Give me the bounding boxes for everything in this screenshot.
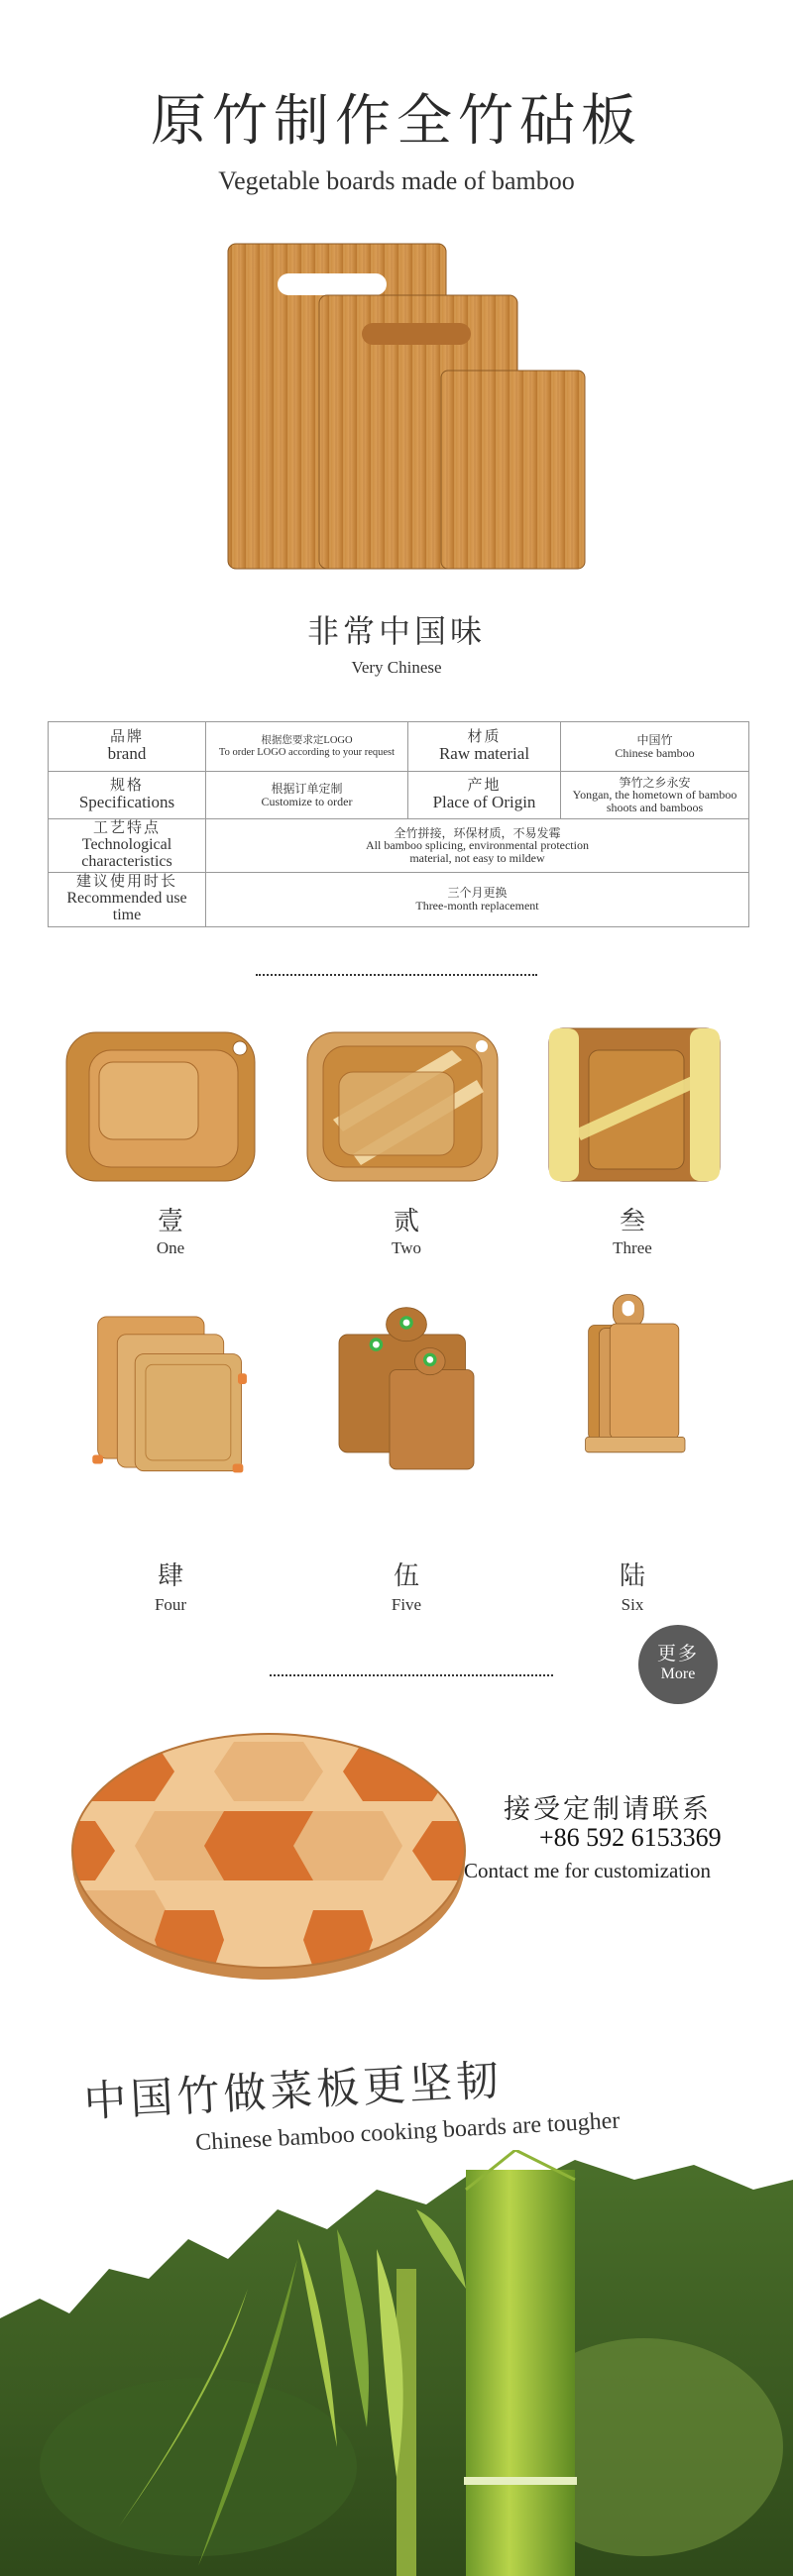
hero-subtitle-en: Very Chinese: [351, 658, 442, 677]
brand-value-cn: 根据您要求定LOGO: [261, 735, 353, 747]
round-checkered-board-icon: [65, 1732, 472, 1989]
usage-value-cn: 三个月更换: [447, 886, 508, 901]
product-number-en: Four: [154, 1595, 187, 1614]
product-number-cn: 贰: [393, 1207, 419, 1236]
table-row: [49, 873, 749, 926]
usage-label-en: Recommended use time: [66, 890, 187, 923]
spec-label-cell: [408, 772, 561, 819]
product-number-cn: 陆: [619, 1561, 645, 1591]
spec-label-cell: [49, 722, 206, 772]
table-row: [49, 722, 749, 772]
slogan-en: Chinese bamboo cooking boards are tougher: [194, 2107, 621, 2157]
tech-label-cn: 工艺特点: [92, 820, 161, 836]
spec-value-cell: [206, 819, 749, 873]
spec-label-cell: [408, 722, 561, 772]
origin-value-en: Yongan, the hometown of bamboo shoots and bamboos: [572, 788, 737, 814]
spec-table: [48, 721, 749, 927]
product-number-cn: 叁: [619, 1207, 645, 1236]
origin-label-en: Place of Origin: [432, 793, 536, 812]
page-subtitle: Vegetable boards made of bamboo: [218, 166, 575, 195]
more-label-en: More: [660, 1665, 696, 1682]
usage-label-cn: 建议使用时长: [75, 874, 177, 891]
contact-subheading: Contact me for customization: [464, 1859, 712, 1882]
spec-label-cell: [49, 873, 206, 926]
usage-value-en: Three-month replacement: [415, 899, 539, 913]
board-stand-set-icon[interactable]: [535, 1290, 734, 1458]
tech-value-cn: 全竹拼接，环保材质，不易发霉: [394, 825, 561, 840]
brand-label-en: brand: [107, 744, 147, 764]
more-label-cn: 更多: [656, 1643, 699, 1664]
contact-heading: 接受定制请联系: [504, 1794, 712, 1825]
oval-board-set-icon[interactable]: [61, 1020, 260, 1189]
spec-value-cell: [206, 772, 408, 819]
tech-label-en: Technological characteristics: [81, 835, 172, 870]
tech-value-en: All bamboo splicing, environmental protection material, not easy to mildew: [366, 838, 589, 865]
spec-value-cell: [561, 772, 749, 819]
origin-label-cn: 产地: [467, 777, 502, 794]
two-tone-board-set-icon[interactable]: [535, 1020, 734, 1189]
spec-label-en: Specifications: [78, 793, 175, 812]
table-row: [49, 772, 749, 819]
bamboo-cutting-boards-set-icon: [218, 238, 595, 585]
product-number-en: Six: [621, 1595, 644, 1614]
dotted-divider: [270, 1674, 553, 1676]
spec-label-cell: [49, 819, 206, 873]
paddle-board-set-icon[interactable]: [307, 1306, 506, 1474]
hero-subtitle-cn: 非常中国味: [306, 612, 486, 650]
product-number-en: Five: [391, 1595, 422, 1614]
spec-label-cn: 规格: [109, 777, 144, 794]
spec-value-cell: [206, 722, 408, 772]
dotted-divider: [256, 974, 537, 976]
slogan-cn: 中国竹做菜板更坚韧: [82, 2055, 505, 2128]
spec-value-cn: 根据订单定制: [271, 781, 343, 796]
more-button[interactable]: [638, 1625, 718, 1704]
product-number-cn: 肆: [157, 1561, 183, 1591]
contact-phone[interactable]: +86 592 6153369: [539, 1823, 722, 1852]
material-label-cn: 材质: [467, 728, 502, 745]
brand-value-en: To order LOGO according to your request: [218, 746, 396, 758]
brand-label-cn: 品牌: [109, 728, 144, 745]
spec-label-cell: [49, 772, 206, 819]
material-value-en: Chinese bamboo: [615, 745, 695, 760]
striped-board-set-icon[interactable]: [303, 1020, 502, 1189]
grooved-board-set-icon[interactable]: [71, 1308, 270, 1476]
bamboo-grove-icon: [0, 2150, 793, 2576]
spec-value-cell: [561, 722, 749, 772]
table-row: [49, 819, 749, 873]
product-number-en: Two: [392, 1238, 421, 1257]
product-number-en: Three: [613, 1238, 652, 1257]
product-number-cn: 伍: [393, 1561, 419, 1591]
page-title: 原竹制作全竹砧板: [151, 89, 642, 154]
product-number-en: One: [156, 1238, 185, 1257]
origin-value-cn: 笋竹之乡永安: [619, 775, 691, 790]
product-number-cn: 壹: [157, 1207, 183, 1236]
spec-value-en: Customize to order: [261, 794, 353, 808]
material-label-en: Raw material: [438, 744, 530, 764]
spec-value-cell: [206, 873, 749, 926]
material-value-cn: 中国竹: [636, 732, 673, 747]
